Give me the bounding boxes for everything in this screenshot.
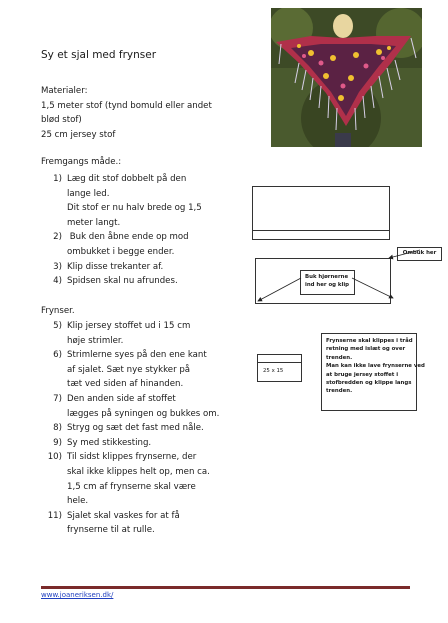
materials-heading: Materialer:	[41, 86, 88, 96]
fringe-note-box	[321, 333, 425, 411]
note-line: trenden.	[326, 388, 353, 395]
step-8	[38, 421, 219, 436]
strip-size-label: 25 x 15	[263, 368, 284, 374]
step-text: lægges på syningen og bukkes om.	[67, 408, 220, 419]
step-text: Klip disse trekanter af.	[67, 261, 164, 272]
step-text: Spidsen skal nu afrundes.	[67, 276, 178, 287]
fold-line	[253, 230, 389, 231]
note-line: Frynserne skal klippes i tråd	[326, 338, 413, 344]
fringes-steps	[38, 319, 219, 538]
procedure-heading: Fremgangs måde.:	[41, 157, 122, 167]
note-line: trenden.	[326, 354, 353, 361]
fold-arrows	[240, 240, 448, 310]
step-text: 1,5 cm af frynserne skal være	[67, 481, 196, 492]
fringes-heading: Frynser.	[41, 306, 75, 316]
step-10	[38, 450, 219, 508]
fabric-folded-diagram	[252, 186, 390, 240]
step-4	[46, 274, 202, 289]
step-number: 1)	[53, 174, 62, 184]
step-number: 5)	[53, 321, 62, 331]
page-title: Sy et sjal med frynser	[41, 49, 157, 61]
step-6	[38, 348, 219, 392]
jersey-strip-diagram	[257, 354, 302, 382]
step-text: Strimlerne syes på den ene kant	[67, 350, 207, 361]
step-text: Den anden side af stoffet	[67, 393, 176, 404]
note-line: at bruge jersey stoffet i	[326, 371, 399, 378]
footer-divider	[41, 586, 410, 589]
step-text: tæt ved siden af hinanden.	[67, 379, 184, 390]
step-number: 6)	[53, 350, 62, 361]
procedure-steps	[46, 172, 202, 289]
step-number: 11)	[47, 510, 62, 521]
step-text: hele.	[67, 496, 89, 507]
step-2	[46, 230, 202, 259]
step-number: 7)	[53, 393, 62, 404]
step-number: 4)	[53, 276, 62, 287]
step-text: Dit stof er nu halv brede og 1,5	[67, 203, 202, 214]
shawl-photo	[271, 8, 422, 147]
footer-website-link[interactable]: www.joaneriksen.dk/	[41, 591, 114, 599]
note-line: Man kan ikke lave frynserne ved	[326, 363, 425, 370]
materials-line: blød stof)	[41, 115, 82, 126]
ombuk-label: Ombuk her	[402, 250, 437, 256]
step-text: ombukket i begge ender.	[67, 246, 175, 257]
step-7	[38, 392, 219, 421]
strip-fold-line	[258, 362, 301, 363]
buk-label-line: Buk hjørnerne	[305, 274, 349, 280]
step-text: af sjalet. Sæt nye stykker på	[67, 364, 191, 375]
note-line: retning med islæt og over	[326, 346, 406, 353]
materials-line: 1,5 meter stof (tynd bomuld eller andet	[41, 100, 212, 111]
step-9	[38, 436, 219, 451]
step-3	[46, 260, 202, 275]
step-text: skal ikke klippes helt op, men ca.	[67, 466, 210, 477]
step-number: 10)	[47, 452, 62, 463]
step-text: Sjalet skal vaskes for at få	[67, 510, 180, 521]
step-text: Stryg og sæt det fast med nåle.	[67, 423, 204, 434]
step-text: Læg dit stof dobbelt på den	[67, 174, 187, 184]
step-text: meter langt.	[67, 217, 121, 228]
materials-line: 25 cm jersey stof	[41, 129, 116, 140]
step-text: Sy med stikkesting.	[67, 437, 152, 448]
step-number: 9)	[53, 437, 62, 448]
step-text: Klip jersey stoffet ud i 15 cm	[67, 321, 191, 331]
step-text: Til sidst klippes frynserne, der	[67, 452, 197, 463]
step-text: frynserne til at rulle.	[67, 525, 155, 536]
step-text: lange led.	[67, 188, 110, 199]
buk-label-line: ind her og klip	[305, 282, 350, 289]
step-1	[46, 172, 202, 230]
step-number: 3)	[53, 261, 62, 272]
note-line: stofbredden og klippe langs	[326, 380, 412, 387]
step-text: Buk den åbne ende op mod	[67, 232, 189, 243]
step-11	[38, 509, 219, 538]
step-number: 8)	[53, 423, 62, 434]
step-number: 2)	[53, 232, 62, 243]
step-text: høje strimler.	[67, 335, 124, 346]
step-5	[38, 319, 219, 348]
